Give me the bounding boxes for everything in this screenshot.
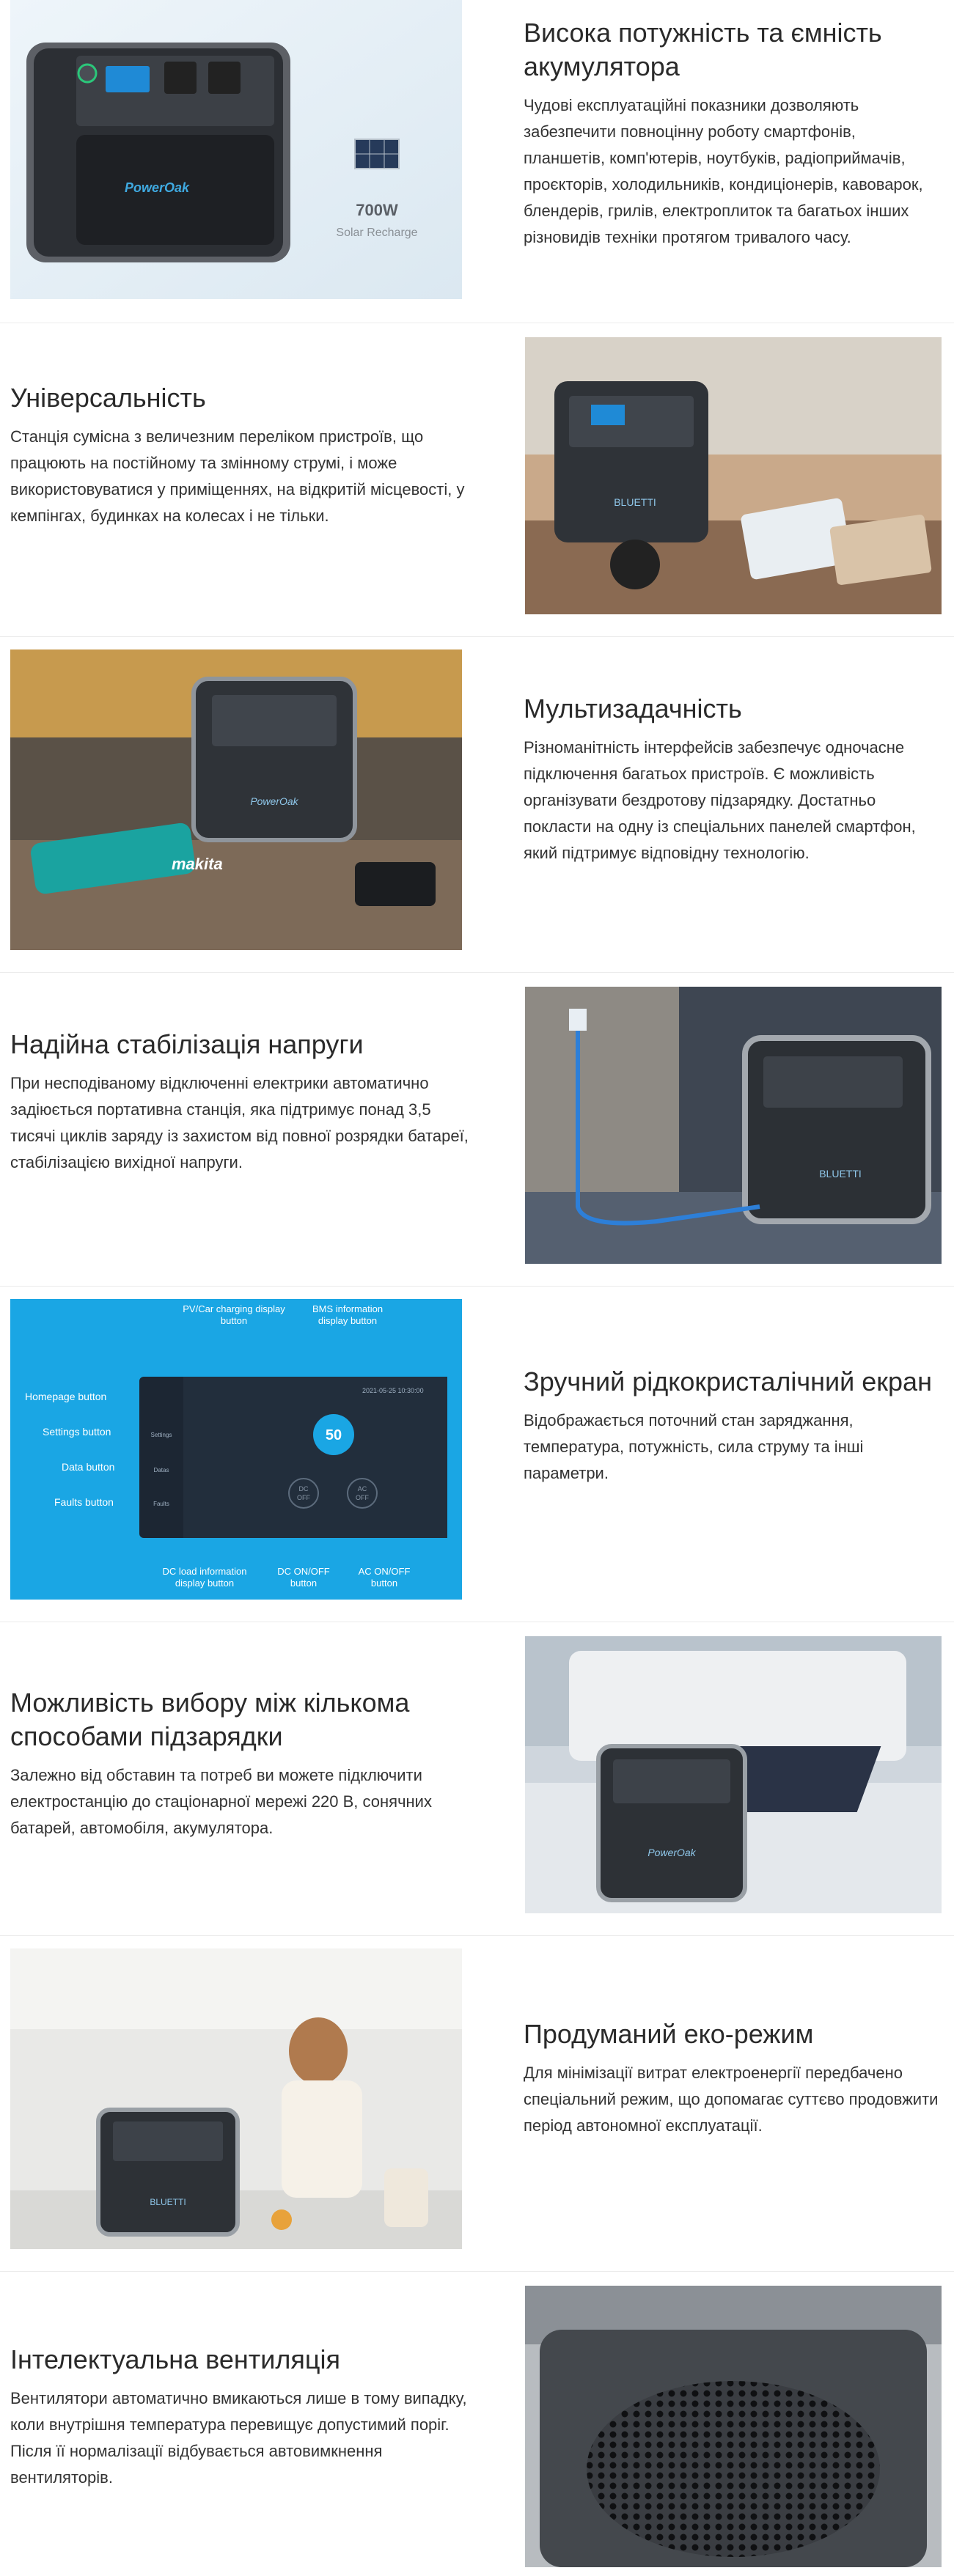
ac-onoff-label: AC ON/OFF button: [358, 1566, 411, 1589]
section-charging-methods: [10, 1686, 472, 1841]
pv-charging-label: PV/Car charging display button: [183, 1303, 285, 1326]
dc-toggle-state: OFF: [297, 1494, 310, 1501]
station-backup-power-photo: [525, 987, 942, 1264]
screen-settings-tab: Settings: [150, 1432, 172, 1438]
section-power-capacity: [524, 16, 942, 251]
brand-logo: BLUETTI: [819, 1168, 862, 1180]
section-title: Продуманий еко-режим: [524, 2019, 814, 2049]
screen-data-tab: Datas: [153, 1467, 169, 1473]
section-lcd-screen: [524, 1365, 942, 1487]
homepage-button-label: Homepage button: [25, 1391, 107, 1402]
brand-logo: BLUETTI: [150, 2197, 186, 2207]
brand-logo: PowerOak: [124, 180, 190, 195]
section-title: Зручний рідкокристалічний екран: [524, 1366, 932, 1396]
section-title: Інтелектуальна вентиляція: [10, 2344, 340, 2374]
tool-brand-logo: makita: [172, 855, 223, 873]
section-title: Можливість вибору між кількома способами підзарядки: [10, 1688, 410, 1751]
section-description: Різноманітність інтерфейсів забезпечує одночасне підключення багатьох пристроїв. Є можливість організувати бездротову підзарядку. Достатньо покласти на одну із спеціальних панелей смартфон, який підтримує відповідну технологію.: [524, 738, 916, 862]
solar-recharge-label: Solar Recharge: [336, 227, 418, 239]
dc-onoff-label: DC ON/OFF button: [277, 1566, 330, 1589]
lcd-display-diagram: [10, 1299, 462, 1600]
bms-info-label: BMS information display button: [312, 1303, 384, 1326]
ac-toggle-state: OFF: [356, 1494, 369, 1501]
section-description: Залежно від обставин та потреб ви можете підключити електростанцію до стаціонарної мережі 220 В, сонячних батарей, автомобіля, акумулятора.: [10, 1766, 432, 1837]
station-with-devices-photo: [525, 337, 942, 614]
power-station-product-image: [10, 0, 462, 299]
ac-toggle-label: AC: [357, 1485, 367, 1493]
station-outdoor-tools-photo: [10, 649, 462, 950]
dc-load-info-label: DC load information display button: [162, 1566, 247, 1589]
brand-logo: PowerOak: [647, 1847, 696, 1858]
section-title: Мультизадачність: [524, 693, 742, 724]
divider: [0, 636, 954, 637]
section-description: При несподіваному відключенні електрики автоматично задіюється портативна станція, яка підтримує понад 3,5 тисячі циклів заряду із захистом від повної розрядки батареї, стабілізацією вихідної напруги.: [10, 1074, 469, 1171]
divider: [0, 972, 954, 973]
section-description: Для мінімізації витрат електроенергії передбачено спеціальний режим, що допомагає суттєво продовжити період автономної експлуатації.: [524, 2064, 939, 2135]
brand-logo: PowerOak: [250, 795, 298, 807]
divider: [0, 1935, 954, 1936]
section-description: Вентилятори автоматично вмикаються лише в тому випадку, коли внутрішня температура перевищує допустимий поріг. Після її нормалізації відбувається автовимкнення вентиляторів.: [10, 2389, 467, 2487]
divider: [0, 2271, 954, 2272]
settings-button-label: Settings button: [43, 1426, 111, 1438]
data-button-label: Data button: [62, 1461, 115, 1473]
section-title: Висока потужність та ємність акумулятора: [524, 18, 882, 81]
brand-logo: BLUETTI: [614, 496, 656, 508]
station-kitchen-photo: [10, 1948, 462, 2249]
battery-percent: 50: [325, 1427, 342, 1443]
section-title: Універсальність: [10, 383, 206, 413]
section-description: Відображається поточний стан заряджання, температура, потужність, сила струму та інші параметри.: [524, 1411, 864, 1482]
section-multitasking: [524, 692, 942, 866]
faults-button-label: Faults button: [54, 1496, 114, 1508]
section-versatility: [10, 381, 472, 529]
section-smart-ventilation: [10, 2343, 472, 2491]
section-description: Станція сумісна з величезним переліком пристроїв, що працюють на постійному та змінному струмі, і може використовуватися у приміщеннях, на відкритій місцевості, у кемпінгах, будинках на колесах і не тільки.: [10, 427, 465, 525]
divider: [0, 1286, 954, 1287]
station-winter-camping-photo: [525, 1636, 942, 1913]
screen-faults-tab: Faults: [153, 1501, 169, 1507]
ventilation-grille-photo: [525, 2286, 942, 2567]
section-eco-mode: [524, 2017, 942, 2139]
dc-toggle-label: DC: [298, 1485, 309, 1493]
screen-date: 2021-05-25 10:30:00: [362, 1387, 424, 1394]
section-title: Надійна стабілізація напруги: [10, 1029, 364, 1059]
section-description: Чудові експлуатаційні показники дозволяють забезпечити повноцінну роботу смартфонів, планшетів, комп'ютерів, ноутбуків, радіоприймачів, проєкторів, холодильників, кондиціонерів, кавоварок, блендерів, грилів, електроплиток та багатьох інших різновидів техніки протягом тривалого часу.: [524, 96, 923, 246]
solar-watt-label: 700W: [356, 201, 398, 219]
section-voltage-stabilization: [10, 1028, 472, 1176]
